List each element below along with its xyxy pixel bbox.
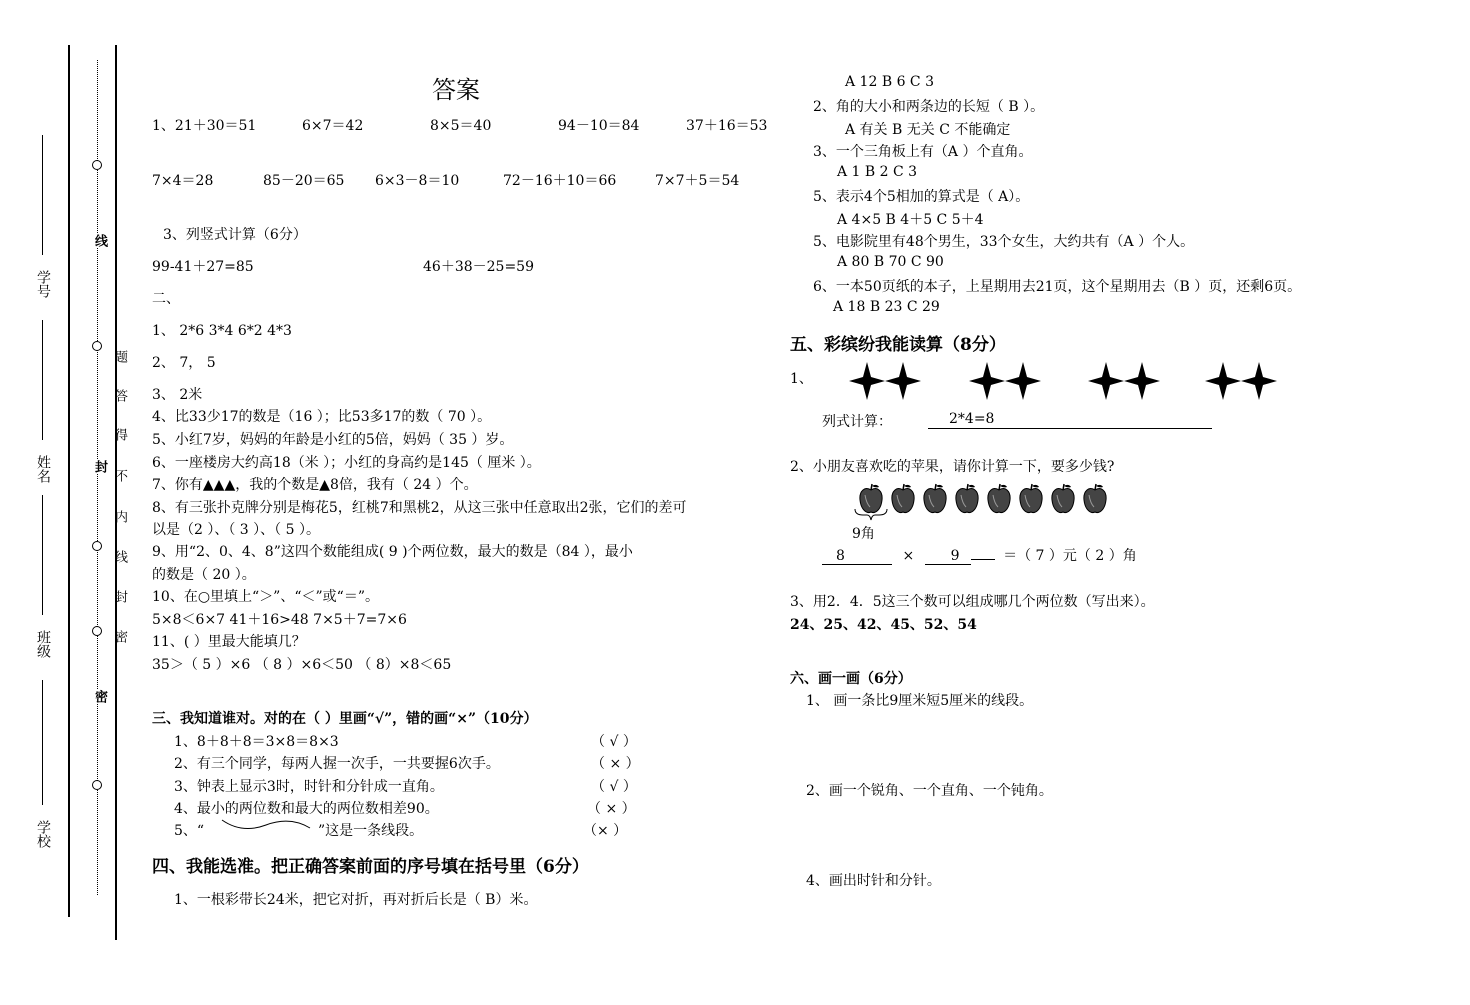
seal-circle: [92, 341, 102, 351]
star-icon: [885, 362, 921, 400]
choice-options: A 有关 B 无关 C 不能确定: [845, 122, 1011, 138]
star-icon: [849, 362, 885, 400]
judge-answer: （ × ）: [587, 801, 636, 817]
answer-item: 6×7＝42: [302, 118, 364, 134]
choice-question: 1、一根彩带长24米，把它对折，再对折后长是（ B）米。: [174, 892, 538, 908]
choice-question: 5、电影院里有48个男生，33个女生，大约共有（A ）个人。: [813, 234, 1195, 250]
apple-icon: [988, 484, 1010, 513]
section-heading: 四、我能选准。把正确答案前面的序号填在括号里（6分）: [152, 857, 589, 877]
star-icon: [1088, 362, 1124, 400]
answer-item: 37＋16＝53: [686, 118, 768, 134]
question-text: 3、用2．4．5这三个数可以组成哪几个两位数（写出来）。: [790, 594, 1155, 610]
seal-circle: [92, 626, 102, 636]
answer-item: 46＋38－25=59: [423, 259, 534, 275]
judge-answer: （ √ ）: [591, 734, 637, 750]
seal-circle: [92, 160, 102, 170]
brace-icon: [853, 507, 889, 521]
field-line: [42, 135, 43, 255]
choice-options: A 18 B 23 C 29: [833, 299, 940, 315]
answer-text: 24、25、42、45、52、54: [790, 617, 977, 633]
seal-notice-char: 答: [112, 389, 127, 402]
apple-icon: [956, 484, 978, 513]
answer-item: 85－20＝65: [263, 173, 345, 189]
choice-options: A 1 B 2 C 3: [837, 164, 918, 180]
apple-icon: [1084, 484, 1106, 513]
equation: [822, 545, 1137, 565]
field-line: [42, 320, 43, 440]
answer-line: 2、 7， 5: [152, 355, 216, 371]
field-line: [42, 680, 43, 805]
apple-icon: [1020, 484, 1042, 513]
answer-item: 72－16＋10＝66: [503, 173, 617, 189]
answer-line: 11、( ）里最大能填几？: [152, 634, 306, 650]
choice-question: 3、一个三角板上有（A ）个直角。: [813, 144, 1033, 160]
answer-line: 4、比33少17的数是（16 ）；比53多17的数（ 70 ）。: [152, 409, 492, 425]
draw-question: 1、 画一条比9厘米短5厘米的线段。: [806, 693, 1034, 709]
wavy-line-icon: [220, 814, 312, 834]
section-heading: 三、我知道谁对。对的在（ ）里画“√”，错的画“×”（10分）: [152, 711, 538, 727]
question-text: 2、小朋友喜欢吃的苹果，请你计算一下，要多少钱?: [790, 459, 1115, 475]
answer-item: 6×3－8＝10: [375, 173, 460, 189]
section-heading: 二、: [152, 291, 180, 307]
eq-blank-a: 8: [822, 548, 892, 565]
star-icon: [1124, 362, 1160, 400]
seal-char: 密: [92, 690, 107, 703]
star-icon: [1205, 362, 1241, 400]
seal-notice-char: 得: [112, 428, 127, 441]
answer-item: 7×4＝28: [152, 173, 214, 189]
judge-question: 2、有三个同学，每两人握一次手，一共要握6次手。: [174, 756, 500, 772]
choice-question: 6、一本50页纸的本子，上星期用去21页，这个星期用去（B ）页，还剩6页。: [813, 279, 1302, 295]
answer-line: 5×8＜6×7 41＋16>48 7×5＋7=7×6: [152, 612, 407, 628]
section-heading: 六、画一画（6分）: [790, 671, 912, 687]
draw-question: 4、画出时针和分针。: [806, 873, 941, 889]
star-icon: [1005, 362, 1041, 400]
calc-label: 列式计算：: [822, 414, 892, 430]
page-title: 答案: [432, 76, 480, 104]
answer-item: 94－10＝84: [558, 118, 640, 134]
seal-notice-char: 密: [112, 630, 127, 643]
answer-line: 1、 2*6 3*4 6*2 4*3: [152, 323, 292, 339]
answer-line: 9、用“2、0、4、8”这四个数能组成( 9 )个两位数，最大的数是（84 ），最小: [152, 544, 633, 560]
apple-price: 9角: [852, 526, 875, 542]
judge-question: 1、8＋8＋8＝3×8＝8×3: [174, 734, 339, 750]
seal-dotted-line: [97, 60, 98, 895]
field-line: [42, 495, 43, 615]
apple-icon: [1052, 484, 1074, 513]
seal-notice-char: 不: [112, 469, 127, 482]
judge-answer: （ √ ）: [591, 779, 637, 795]
judge-question-suffix: ”这是一条线段。: [318, 823, 424, 839]
apple-icon: [924, 484, 946, 513]
answer-line: 7、你有▲▲▲，我的个数是▲8倍，我有（ 24 ）个。: [152, 477, 478, 493]
apple-icon: [892, 484, 914, 513]
apple-row: [855, 481, 1115, 515]
answer-item: 8×5＝40: [430, 118, 492, 134]
seal-notice-char: 题: [112, 350, 127, 363]
calc-blank: [928, 411, 1212, 429]
judge-question: 3、钟表上显示3时，时针和分针成一直角。: [174, 779, 444, 795]
eq-times: ×: [902, 548, 915, 564]
judge-answer: （× ）: [583, 823, 628, 839]
choice-options: A 80 B 70 C 90: [837, 254, 944, 270]
answer-line: 5、小红7岁，妈妈的年龄是小红的5倍，妈妈（ 35 ）岁。: [152, 432, 514, 448]
eq-result: ＝（ 7 ）元（ 2 ）角: [1003, 548, 1137, 564]
seal-circle: [92, 541, 102, 551]
seal-circle: [92, 780, 102, 790]
answer-item: 1、21＋30＝51: [152, 118, 257, 134]
answer-line: 的数是（ 20 ）。: [152, 567, 256, 583]
answer-line: 以是（2 ）、（ 3 ）、（ 5 ）。: [152, 522, 320, 538]
star-group: [845, 358, 1285, 404]
field-name: 姓名: [35, 455, 51, 483]
answer-line: 8、有三张扑克牌分别是梅花5，红桃7和黑桃2，从这三张中任意取出2张，它们的差可: [152, 500, 687, 516]
answer-line: 3、 2米: [152, 387, 203, 403]
answer-item: 7×7＋5＝54: [655, 173, 740, 189]
answer-item: 99-41＋27=85: [152, 259, 254, 275]
choice-question: 2、角的大小和两条边的长短（ B ）。: [813, 99, 1045, 115]
answer-line: 6、一座楼房大约高18（米 ）；小红的身高约是145（ 厘米 ）。: [152, 455, 541, 471]
seal-char: 线: [92, 234, 107, 247]
section-heading: 3、列竖式计算（6分）: [163, 227, 307, 243]
choice-options: A 4×5 B 4＋5 C 5＋4: [837, 212, 984, 228]
field-class: 班级: [35, 630, 51, 658]
judge-question-prefix: 5、“: [174, 823, 205, 839]
eq-blank-b: 9: [925, 548, 971, 565]
seal-notice-char: 封: [112, 590, 127, 603]
star-icon: [969, 362, 1005, 400]
margin-line-inner: [115, 45, 117, 940]
calc-answer: 2*4=8: [949, 411, 995, 427]
seal-notice-char: 内: [112, 510, 127, 523]
choice-question: 5、表示4个5相加的算式是（ A）。: [813, 189, 1030, 205]
field-school: 学校: [35, 820, 51, 848]
seal-notice-char: 线: [112, 550, 127, 563]
field-student-id: 学号: [35, 270, 51, 298]
section-heading: 五、彩缤纷我能读算（8分）: [790, 335, 1006, 355]
choice-options: A 12 B 6 C 3: [845, 74, 934, 90]
answer-line: 35＞（ 5 ）×6 （ 8 ）×6＜50 （ 8）×8＜65: [152, 657, 452, 673]
judge-answer: （ × ）: [591, 756, 640, 772]
star-icon: [1241, 362, 1277, 400]
answer-line: 10、在○里填上“＞”、“＜”或“＝”。: [152, 589, 379, 605]
margin-line-outer: [68, 45, 70, 917]
draw-question: 2、画一个锐角、一个直角、一个钝角。: [806, 783, 1053, 799]
seal-char: 封: [92, 460, 107, 473]
question-label: 1、: [790, 371, 813, 387]
judge-question: 4、最小的两位数和最大的两位数相差90。: [174, 801, 439, 817]
